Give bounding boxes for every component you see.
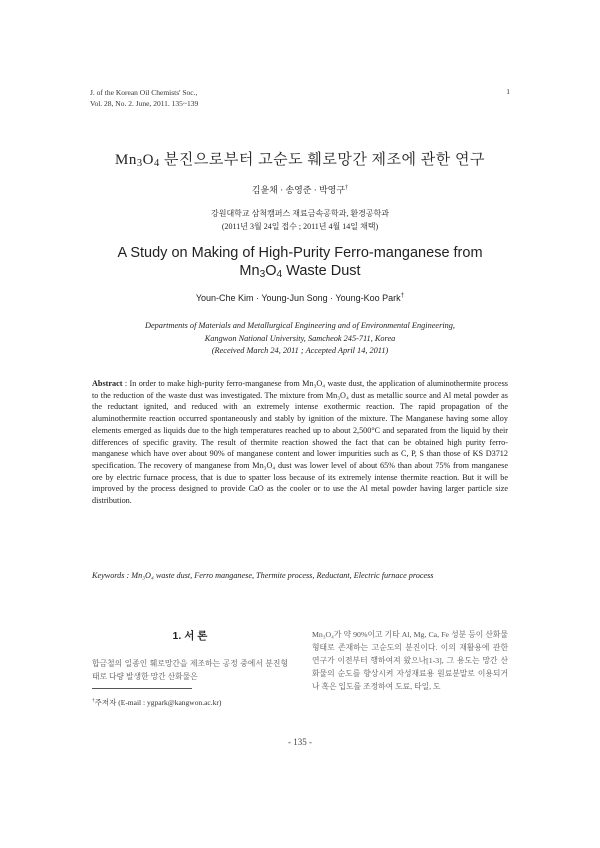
journal-line-2: Vol. 28, No. 2. June, 2011. 135~139 [90, 99, 199, 108]
korean-affiliation-line: 강원대학교 삼척캠퍼스 재료금속공학과, 환경공학과 [210, 209, 389, 218]
keywords-text: : Mn₃O₄ waste dust, Ferro manganese, Thermite process, Reductant, Electric furnace process [124, 571, 434, 580]
english-title [0, 244, 600, 284]
section-heading: 1. 서 론 [172, 630, 208, 642]
english-affiliation-line-1: Departments of Materials and Metallurgical Engineering and of Environmental Engineering, [144, 321, 455, 330]
page-number: 1 [506, 87, 510, 96]
english-affiliation-line-2: Kangwon National University, Samcheok 245-711, Korea [204, 333, 396, 343]
english-title-line-1: A Study on Making of High-Purity Ferro-manganese from [117, 245, 483, 261]
page-folio: - 135 - [288, 737, 312, 747]
english-authors: Youn-Che Kim · Young-Jun Song · Young-Koo Park† [195, 292, 405, 303]
korean-dates: (2011년 3월 24일 접수 ; 2011년 4월 14일 채택) [221, 222, 379, 231]
keywords-label: Keywords [92, 571, 125, 580]
footnote: †주저자 (E-mail : ygpark@kangwon.ac.kr) [92, 697, 222, 707]
korean-title: $Mn_3O_4$ 분진으로부터 고순도 훼로망간 제조에 관한 연구 [115, 152, 485, 169]
english-title-line-2: $Mn_3O_4$ Waste Dust [239, 263, 361, 280]
english-dates: (Received March 24, 2011 ; Accepted April 14, 2011) [211, 346, 389, 355]
journal-header [90, 87, 198, 109]
abstract [92, 378, 508, 507]
korean-authors: 김윤채 · 송영준 · 박영구† [251, 184, 349, 195]
abstract-text: : In order to make high-purity ferro-manganese from Mn₃O₄ waste dust, the application of aluminothermite process to the reduction of the waste dust was investigated. The mixture from Mn₃O₄ dust as metallic source and Al metal powder as the reductant ignited, and reduced with an extremely intense exothermic reaction. The rapid propagation of the aluminothermite reaction occurred spontaneously and stably by ignition of the mixture. The Manganese having some alloy elements emerged as liquids due to the high temperatures reached up to about 2,500°C and separated from the liquid by their differences of specific gravity. The result of thermite reaction showed the fact that can be obtained high purity ferro-manganese which have over about 90% of manganese content and lower impurities such as C, P, S than those of KS D3712 specification. The recovery of manganese from Mn₃O₄ dust was lower level of about 65% than about 75% from manganese ore by electric furnace process, that is due to spatter loss because of its extremely intense thermite reaction. But it will be improved by the process designed to provide CaO as the cooler or to use the Al metal powder having larger particle size distribution. [92, 379, 508, 506]
footnote-divider [92, 688, 192, 689]
korean-affiliation [0, 207, 600, 233]
body-column-right: Mn₃O₄가 약 90%이고 기타 Al, Mg, Ca, Fe 성분 등이 산화물 형태로 존재하는 고순도의 분진이다. 이의 재활용에 관한 연구가 이전부터 행하여져 왔으나[1-3], 그 용도는 망간 산화물의 순도를 향상시켜 자성재료용 원료분말로 이용되거나 혹은 입도를 조정하여 도료, 타일, 도 [312, 630, 508, 691]
abstract-label: Abstract [92, 379, 123, 388]
journal-line-1: J. of the Korean Oil Chemists' Soc., [90, 88, 198, 97]
keywords [92, 570, 508, 582]
english-affiliation [0, 320, 600, 358]
body-column-left: 합금철의 일종인 훼로망간을 제조하는 공정 중에서 분진형태로 다량 발생한 망간 산화물은 [92, 659, 288, 681]
